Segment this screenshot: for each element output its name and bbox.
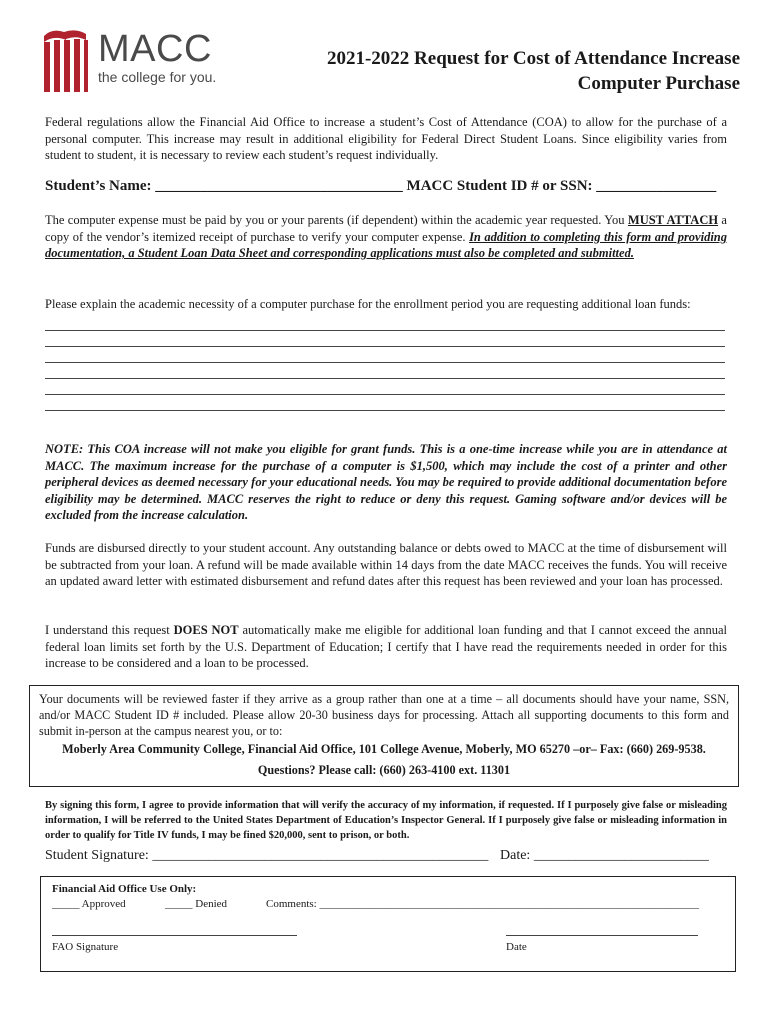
fao-approved-field[interactable]: _____ Approved xyxy=(52,898,126,910)
fao-title: Financial Aid Office Use Only: xyxy=(52,883,197,895)
fao-date-line[interactable] xyxy=(506,935,698,936)
funds-paragraph: Funds are disbursed directly to your student account. Any outstanding balance or debts owed to MACC at the time of disbursement will be subtracted from your loan. A refund will be made available within 14 days from the date MACC receives the funds. You will receive an updated award letter with estimated disbursement and refund dates after this request has been reviewed and your loan has processed. xyxy=(45,541,727,588)
does-not-text: DOES NOT xyxy=(173,623,239,637)
understand-paragraph xyxy=(45,622,727,672)
signing-statement: By signing this form, I agree to provide information that will verify the accuracy of my information, if requested. If I purposely give false or misleading information, I will be referred to the United States Department of Education’s Inspector General. If I purposely give false or misleading information in order to qualify for Title IV funds, I may be fined $20,000, sent to prison, or both. xyxy=(45,800,727,841)
student-id-field[interactable]: MACC Student ID # or SSN: ________________ xyxy=(406,178,717,194)
fao-use-box xyxy=(40,876,736,972)
must-attach-text: MUST ATTACH xyxy=(627,213,719,227)
macc-logo xyxy=(40,26,220,96)
fao-signature-line[interactable] xyxy=(52,935,297,936)
student-name-field[interactable]: Student’s Name: _________________________________ xyxy=(45,178,403,194)
logo-wordmark: MACC xyxy=(98,28,212,70)
understand-text-2: automatically make me eligible for additional loan funding and that I cannot exceed the annual federal loan limits set forth by the U.S. Department of Education; I certify that I have read the requirements needed in order for this increase to be considered and a loan to be processed. xyxy=(45,623,727,670)
explanation-lines[interactable] xyxy=(45,330,725,426)
computer-text-2: a copy of the vendor’s itemized receipt of purchase to verify your computer expense. xyxy=(45,213,727,244)
understand-text-1: I understand this request xyxy=(45,623,174,637)
macc-logo-icon xyxy=(40,26,92,94)
fao-date-label: Date xyxy=(506,941,527,953)
questions-phone: Questions? Please call: (660) 263-4100 ext. 11301 xyxy=(257,763,511,777)
page-title xyxy=(240,46,740,96)
explanation-line[interactable] xyxy=(45,362,725,363)
submission-instructions: Your documents will be reviewed faster if they arrive as a group rather than one at a time – all documents should have your name, SSN, and/or MACC Student ID # included. Please allow 20-30 business days for processing. Attach all supporting documents to this form and submit in-person at the campus nearest you, or to: xyxy=(39,692,729,738)
explanation-line[interactable] xyxy=(45,378,725,379)
explanation-line[interactable] xyxy=(45,394,725,395)
fao-denied-field[interactable]: _____ Denied xyxy=(165,898,228,910)
computer-expense-paragraph xyxy=(45,212,727,262)
note-paragraph: NOTE: This COA increase will not make you eligible for grant funds. This is a one-time increase while you are in attendance at MACC. The maximum increase for the purchase of a computer is $1,500, which may include the cost of a printer and other peripheral devices as deemed necessary for your educational needs. You may be required to provide additional documentation before eligibility may be determined. MACC reserves the right to reduce or deny this request. Gaming software and/or devices will be excluded from the increase calculation. xyxy=(45,442,727,522)
computer-emphasis-text: In addition to completing this form and providing documentation, a Student Loan Data Sheet and corresponding applications must also be completed and submitted. xyxy=(45,229,728,260)
fao-signature-label: FAO Signature xyxy=(52,941,119,953)
student-info-fields xyxy=(45,178,735,195)
fao-comments-field[interactable]: Comments: _____________________________________________________________________ xyxy=(266,898,699,910)
explain-prompt: Please explain the academic necessity of a computer purchase for the enrollment period you are requesting additional loan funds: xyxy=(45,297,691,311)
explanation-line[interactable] xyxy=(45,330,725,331)
intro-paragraph: Federal regulations allow the Financial Aid Office to increase a student’s Cost of Attendance (COA) to allow for the purchase of a personal computer. This increase may result in additional eligibility for Federal Direct Student Loans. Since eligibility varies from student to student, it is necessary to review each student’s request individually. xyxy=(45,115,727,162)
submission-info-box xyxy=(29,685,739,787)
title-line-2: Computer Purchase xyxy=(577,73,740,94)
computer-text-1: The computer expense must be paid by you or your parents (if dependent) within the academic year requested. You xyxy=(45,213,628,227)
title-line-1: 2021-2022 Request for Cost of Attendance Increase xyxy=(326,48,740,69)
signature-date-field[interactable]: Date: _________________________ xyxy=(500,848,709,863)
explanation-line[interactable] xyxy=(45,346,725,347)
explanation-line[interactable] xyxy=(45,410,725,411)
submission-address: Moberly Area Community College, Financial Aid Office, 101 College Avenue, Moberly, MO 65270 –or– Fax: (660) 269-9538. xyxy=(62,742,706,756)
signature-row xyxy=(45,848,735,864)
logo-tagline: the college for you. xyxy=(98,69,217,85)
student-signature-field[interactable]: Student Signature: ________________________________________________ xyxy=(45,848,489,863)
